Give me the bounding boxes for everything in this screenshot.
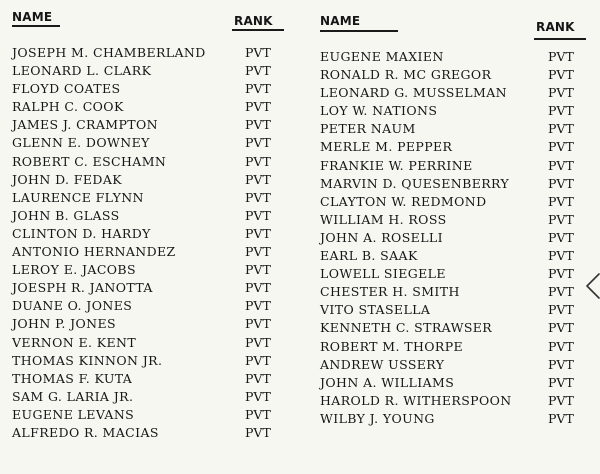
soldier-rank: PVT (245, 63, 271, 79)
soldier-rank: PVT (245, 225, 271, 241)
soldier-name: RONALD R. MC GREGOR (320, 67, 492, 83)
soldier-name: DUANE O. JONES (12, 298, 133, 314)
soldier-name: VITO STASELLA (320, 302, 431, 318)
soldier-rank: PVT (245, 406, 271, 422)
soldier-rank: PVT (245, 117, 271, 133)
soldier-rank: PVT (548, 374, 574, 390)
soldier-rank: PVT (548, 229, 574, 245)
soldier-name: THOMAS KINNON JR. (12, 352, 163, 368)
hand-drawn-arrow-mark-icon (584, 272, 600, 300)
soldier-rank: PVT (245, 171, 271, 187)
soldier-rank: PVT (548, 49, 574, 64)
soldier-rank: PVT (245, 189, 271, 205)
soldier-name: ANDREW USSERY (320, 356, 445, 372)
soldier-rank: PVT (245, 424, 271, 440)
soldier-rank: PVT (548, 211, 574, 227)
soldier-name: GLENN E. DOWNEY (12, 135, 150, 151)
soldier-rank: PVT (245, 298, 271, 314)
soldier-name: MARVIN D. QUESENBERRY (320, 175, 510, 191)
soldier-name: EARL B. SAAK (320, 248, 418, 264)
soldier-rank: PVT (245, 388, 271, 404)
soldier-name: JAMES J. CRAMPTON (12, 117, 159, 133)
soldier-name: WILBY J. YOUNG (320, 410, 435, 426)
soldier-rank: PVT (548, 157, 574, 173)
soldier-name: JOESPH R. JANOTTA (12, 280, 153, 296)
left-column-header (12, 0, 280, 40)
soldier-name: JOHN B. GLASS (12, 207, 120, 223)
soldier-rank: PVT (548, 248, 574, 264)
soldier-name: CHESTER H. SMITH (320, 284, 460, 300)
soldier-rank: PVT (245, 244, 271, 260)
soldier-name: CLINTON D. HARDY (12, 225, 151, 241)
soldier-rank: PVT (548, 320, 574, 336)
soldier-name: JOHN A. ROSELLI (320, 229, 443, 245)
soldier-name: ANTONIO HERNANDEZ (12, 244, 176, 260)
rank-heading-underline (232, 29, 284, 31)
soldier-rank: PVT (548, 85, 574, 101)
soldier-rank: PVT (245, 135, 271, 151)
name-column-heading: NAME (12, 10, 53, 24)
soldier-rank: PVT (548, 302, 574, 318)
soldier-name: EUGENE MAXIEN (320, 49, 444, 64)
soldier-name: PETER NAUM (320, 121, 416, 137)
soldier-rank: PVT (548, 410, 574, 426)
soldier-name: EUGENE LEVANS (12, 406, 135, 422)
soldier-rank: PVT (548, 67, 574, 83)
soldier-rank: PVT (245, 334, 271, 350)
soldier-name: FLOYD COATES (12, 81, 121, 97)
soldier-name: CLAYTON W. REDMOND (320, 193, 487, 209)
soldier-name: VERNON E. KENT (12, 334, 137, 350)
soldier-name: WILLIAM H. ROSS (320, 211, 447, 227)
soldier-name: LAURENCE FLYNN (12, 189, 144, 205)
soldier-rank: PVT (548, 121, 574, 137)
soldier-rank: PVT (548, 266, 574, 282)
right-column-header (320, 0, 588, 40)
soldier-name: FRANKIE W. PERRINE (320, 157, 473, 173)
name-heading-underline (12, 25, 60, 27)
soldier-rank: PVT (548, 193, 574, 209)
soldier-rank: PVT (245, 316, 271, 332)
right-column (320, 0, 588, 426)
soldier-rank: PVT (245, 153, 271, 169)
rank-column-heading: RANK (234, 14, 273, 28)
soldier-name: JOHN A. WILLIAMS (320, 374, 455, 390)
soldier-rank: PVT (245, 262, 271, 278)
soldier-name: JOHN D. FEDAK (12, 171, 122, 187)
soldier-name: HAROLD R. WITHERSPOON (320, 392, 512, 408)
soldier-name: LOY W. NATIONS (320, 103, 438, 119)
soldier-name: LOWELL SIEGELE (320, 266, 446, 282)
soldier-rank: PVT (548, 175, 574, 191)
soldier-rank: PVT (548, 392, 574, 408)
soldier-name: KENNETH C. STRAWSER (320, 320, 493, 336)
soldier-rank: PVT (548, 338, 574, 354)
soldier-rank: PVT (245, 99, 271, 115)
soldier-name: SAM G. LARIA JR. (12, 388, 134, 404)
soldier-name: ROBERT M. THORPE (320, 338, 464, 354)
soldier-name: RALPH C. COOK (12, 99, 124, 115)
soldier-name: LEONARD G. MUSSELMAN (320, 85, 507, 101)
soldier-name: JOHN P. JONES (12, 316, 116, 332)
soldier-rank: PVT (548, 356, 574, 372)
soldier-name: THOMAS F. KUTA (12, 370, 133, 386)
soldier-rank: PVT (548, 284, 574, 300)
soldier-rank: PVT (245, 370, 271, 386)
soldier-name: ROBERT C. ESCHAMN (12, 153, 167, 169)
soldier-rank: PVT (245, 81, 271, 97)
soldier-name: ALFREDO R. MACIAS (12, 424, 159, 440)
soldier-rank: PVT (245, 280, 271, 296)
soldier-name: LEROY E. JACOBS (12, 262, 136, 278)
soldier-rank: PVT (548, 103, 574, 119)
soldier-name: LEONARD L. CLARK (12, 63, 152, 79)
soldier-rank: PVT (245, 207, 271, 223)
soldier-name: JOSEPH M. CHAMBERLAND (12, 45, 206, 60)
left-column (12, 0, 280, 440)
rank-heading-underline (534, 38, 586, 40)
rank-column-heading: RANK (536, 20, 575, 34)
soldier-rank: PVT (245, 45, 271, 60)
soldier-rank: PVT (245, 352, 271, 368)
name-column-heading: NAME (320, 14, 361, 28)
name-heading-underline (320, 30, 398, 32)
soldier-rank: PVT (548, 139, 574, 155)
soldier-name: MERLE M. PEPPER (320, 139, 453, 155)
